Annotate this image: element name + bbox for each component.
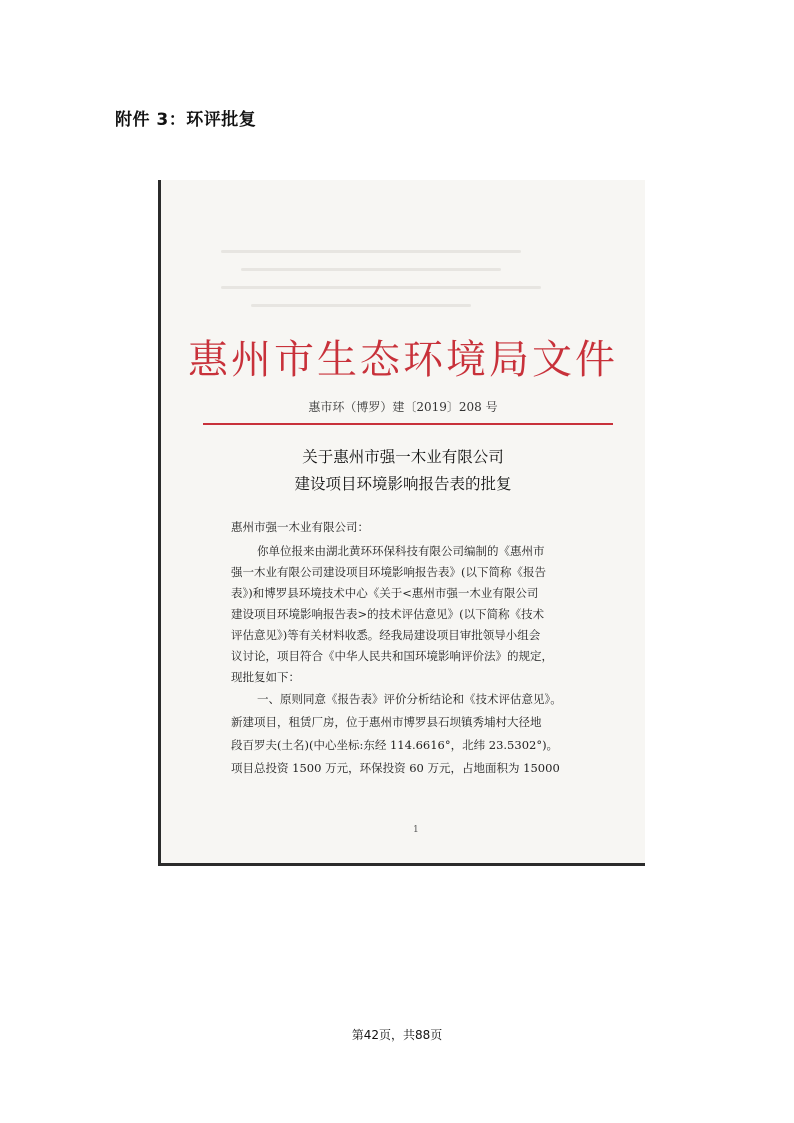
red-letterhead: 惠州市生态环境局文件 xyxy=(188,337,618,383)
document-title-line-2: 建设项目环境影响报告表的批复 xyxy=(294,475,512,493)
document-title-line-1: 关于惠州市强一木业有限公司 xyxy=(302,448,504,466)
show-through-mark xyxy=(221,250,521,253)
body-line: 评估意见》)等有关材料收悉。经我局建设项目审批领导小组会 xyxy=(231,628,541,642)
attachment-heading: 附件 3：环评批复 xyxy=(115,110,257,130)
body-line: 一、原则同意《报告表》评价分析结论和《技术评估意见》。 xyxy=(257,692,562,706)
body-line: 现批复如下： xyxy=(231,670,300,684)
body-line: 建设项目环境影响报告表>的技术评估意见》(以下简称《技术 xyxy=(231,607,545,621)
scan-page-mark: 1 xyxy=(413,825,419,835)
show-through-mark xyxy=(221,286,541,289)
document-number: 惠市环（博罗）建〔2019〕208 号 xyxy=(308,400,498,414)
show-through-mark xyxy=(241,268,501,271)
body-line: 强一木业有限公司建设项目环境影响报告表》(以下简称《报告 xyxy=(231,565,546,579)
body-line: 议讨论，项目符合《中华人民共和国环境影响评价法》的规定， xyxy=(231,649,553,663)
scanned-approval-document xyxy=(158,180,645,866)
addressee: 惠州市强一木业有限公司： xyxy=(231,520,369,534)
body-line: 段百罗夫(土名)(中心坐标:东经 114.6616°，北纬 23.5302°)。 xyxy=(231,738,559,752)
show-through-mark xyxy=(251,304,471,307)
page-footer: 第42页，共88页 xyxy=(351,1028,443,1042)
body-line: 新建项目，租赁厂房，位于惠州市博罗县石坝镇秀埔村大径地 xyxy=(231,715,542,729)
body-line: 表》)和博罗县环境技术中心《关于<惠州市强一木业有限公司 xyxy=(231,586,539,600)
body-line: 你单位报来由湖北黄环环保科技有限公司编制的《惠州市 xyxy=(257,544,545,558)
body-line: 项目总投资 1500 万元，环保投资 60 万元，占地面积为 15000 xyxy=(231,761,560,775)
red-divider-line xyxy=(203,423,613,425)
